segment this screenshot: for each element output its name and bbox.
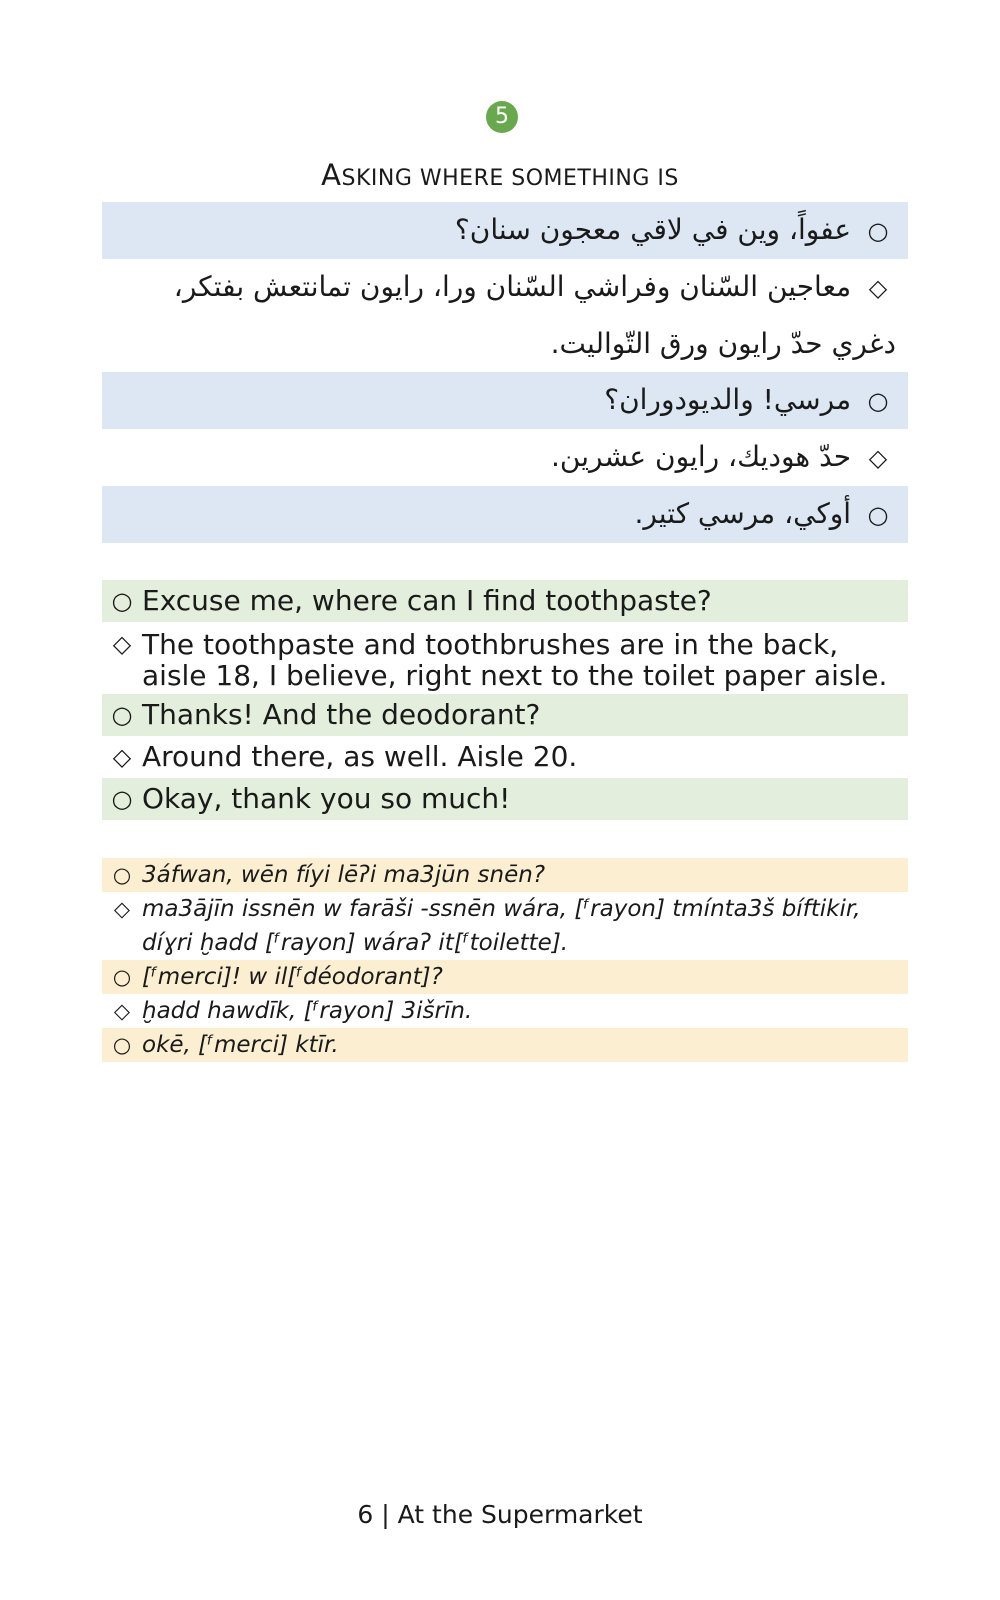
- transliteration-line-text: [142, 892, 908, 960]
- circle-marker-icon: ○: [111, 785, 133, 813]
- english-dialogue: [102, 580, 908, 820]
- circle-marker-icon: ○: [867, 387, 889, 415]
- diamond-marker-icon: ◇: [112, 630, 132, 658]
- transliteration-line-3: [102, 960, 908, 994]
- transliteration-line-1: [102, 858, 908, 892]
- english-line-5: [102, 778, 908, 820]
- arabic-line-3: [102, 372, 908, 429]
- section-heading: [0, 158, 1000, 192]
- arabic-line-2: [102, 259, 908, 372]
- english-line-text: Okay, thank you so much!: [142, 782, 511, 815]
- english-line-2-part-2: aisle 18, I believe, right next to the toilet paper aisle.: [142, 659, 888, 692]
- page-footer: 6 | At the Supermarket: [357, 1500, 643, 1529]
- circle-marker-icon: ○: [111, 587, 133, 615]
- transliteration-line-2-part-2: díɣri ḫadd [ᶠrayon] wáraʔ it[ᶠtoilette].: [142, 930, 569, 956]
- arabic-line-text: حدّ هودیك، رايون عشرين.: [550, 440, 852, 473]
- transliteration-line-text: okē, [ᶠmerci] ktīr.: [142, 1032, 339, 1058]
- arabic-line-4: [102, 429, 908, 486]
- transliteration-line-2-part-1: ma3ājīn issnēn w farāši -ssnēn wára, [ᶠrayon] tmínta3š bíftikir,: [142, 896, 861, 922]
- transliteration-dialogue: [102, 858, 908, 1062]
- arabic-line-1: [102, 202, 908, 259]
- arabic-line-text: مرسي! والديودوران؟: [604, 383, 852, 416]
- english-line-text: Thanks! And the deodorant?: [142, 698, 541, 731]
- english-line-text: Around there, as well. Aisle 20.: [142, 740, 578, 773]
- heading-rest: SKING WHERE SOMETHING IS: [341, 166, 679, 191]
- diamond-marker-icon: ◇: [868, 444, 888, 472]
- english-line-4: [102, 736, 908, 778]
- transliteration-line-2: [102, 892, 908, 960]
- english-line-text: Excuse me, where can I find toothpaste?: [142, 584, 712, 617]
- circle-marker-icon: ○: [112, 863, 132, 887]
- english-line-text: [142, 629, 908, 691]
- circle-marker-icon: ○: [112, 1033, 132, 1057]
- english-line-2: [102, 622, 908, 694]
- transliteration-line-4: [102, 994, 908, 1028]
- english-line-3: [102, 694, 908, 736]
- transliteration-line-text: 3áfwan, wēn fíyi lēʔi ma3jūn snēn?: [142, 862, 546, 888]
- arabic-line-5: [102, 486, 908, 543]
- circle-marker-icon: ○: [867, 217, 889, 245]
- circle-marker-icon: ○: [111, 701, 133, 729]
- circle-marker-icon: ○: [112, 965, 132, 989]
- arabic-line-text: معاجين السّنان وفراشي السّنان ورا، رايون تمانتعش بفتكر، دغري حدّ رايون ورق التّواليت.: [173, 270, 896, 360]
- diamond-marker-icon: ◇: [868, 274, 888, 302]
- diamond-marker-icon: ◇: [113, 999, 131, 1023]
- arabic-line-text: أوكي، مرسي كتير.: [634, 497, 852, 530]
- transliteration-line-text: ḫadd hawdīk, [ᶠrayon] 3išrīn.: [142, 998, 473, 1024]
- arabic-line-text: عفواً، وين في لاقي معجون سنان؟: [454, 213, 852, 246]
- section-number-badge: 5: [486, 101, 518, 133]
- circle-marker-icon: ○: [867, 501, 889, 529]
- transliteration-line-text: [ᶠmerci]! w il[ᶠdéodorant]?: [142, 964, 443, 990]
- diamond-marker-icon: ◇: [113, 897, 131, 921]
- arabic-dialogue: [102, 202, 908, 543]
- english-line-1: [102, 580, 908, 622]
- english-line-2-part-1: The toothpaste and toothbrushes are in the back,: [142, 628, 839, 661]
- transliteration-line-5: [102, 1028, 908, 1062]
- heading-first-letter: A: [321, 158, 342, 192]
- diamond-marker-icon: ◇: [112, 743, 132, 771]
